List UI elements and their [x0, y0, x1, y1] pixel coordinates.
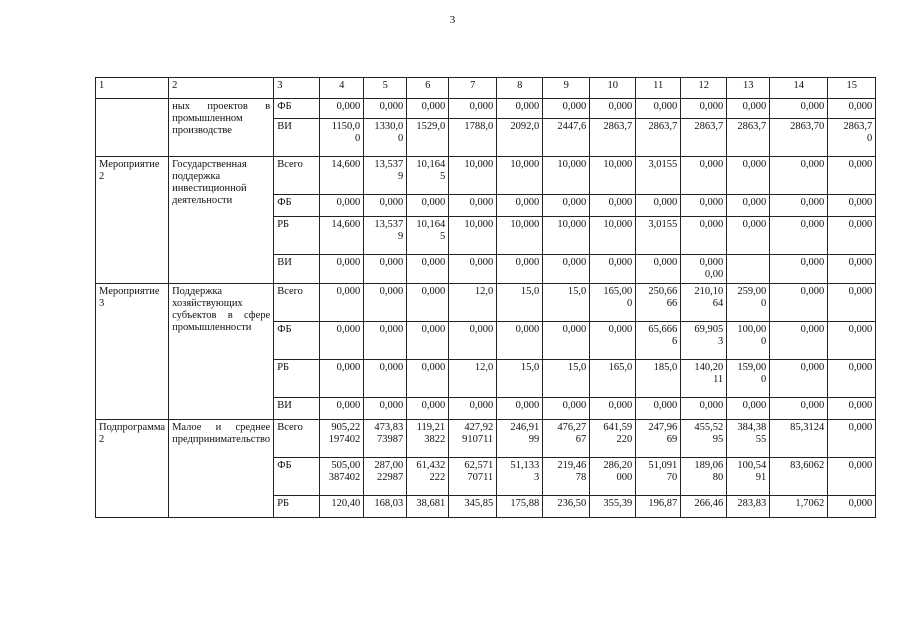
- value-cell: 455,52 95: [681, 420, 727, 458]
- value-cell: 10,164 5: [407, 217, 449, 255]
- value-cell: 2863,7: [727, 119, 770, 157]
- value-cell: 0,000: [364, 360, 407, 398]
- value-cell: 10,164 5: [407, 157, 449, 195]
- table-row: [96, 157, 876, 195]
- value-cell: 0,000: [590, 322, 636, 360]
- value-cell: 0,000: [828, 217, 876, 255]
- value-cell: 0,000: [770, 360, 828, 398]
- value-cell: 0,000: [497, 322, 543, 360]
- value-cell: 0,000: [727, 195, 770, 217]
- value-cell: 0,000: [681, 195, 727, 217]
- value-cell: 189,06 80: [681, 458, 727, 496]
- value-cell: 0,000: [320, 398, 364, 420]
- funding-source-cell: Всего: [274, 420, 320, 458]
- value-cell: 159,00 0: [727, 360, 770, 398]
- value-cell: 51,091 70: [636, 458, 681, 496]
- value-cell: 345,85: [449, 496, 497, 518]
- row-label-cell: [96, 99, 169, 157]
- value-cell: 0,000: [828, 496, 876, 518]
- value-cell: 12,0: [449, 284, 497, 322]
- value-cell: 119,21 3822: [407, 420, 449, 458]
- value-cell: 0,000: [727, 157, 770, 195]
- value-cell: 85,3124: [770, 420, 828, 458]
- value-cell: 0,000: [636, 99, 681, 119]
- value-cell: 0,000: [364, 284, 407, 322]
- value-cell: 15,0: [543, 360, 590, 398]
- value-cell: 0,000: [407, 99, 449, 119]
- funding-source-cell: РБ: [274, 217, 320, 255]
- row-description-cell: Малое и среднее предпринимательство: [169, 420, 274, 518]
- value-cell: 1529,0: [407, 119, 449, 157]
- value-cell: 0,000: [320, 255, 364, 284]
- value-cell: 0,000: [449, 322, 497, 360]
- value-cell: 51,133 3: [497, 458, 543, 496]
- funding-source-cell: ФБ: [274, 458, 320, 496]
- value-cell: 236,50: [543, 496, 590, 518]
- row-label-cell: Мероприятие 2: [96, 157, 169, 284]
- value-cell: 641,59 220: [590, 420, 636, 458]
- value-cell: 61,432 222: [407, 458, 449, 496]
- value-cell: 0,000: [320, 322, 364, 360]
- value-cell: 0,000: [543, 99, 590, 119]
- value-cell: 168,03: [364, 496, 407, 518]
- header-cell: 9: [543, 78, 590, 99]
- value-cell: 287,00 22987: [364, 458, 407, 496]
- value-cell: 0,000: [590, 99, 636, 119]
- value-cell: 165,00 0: [590, 284, 636, 322]
- value-cell: 0,000: [543, 255, 590, 284]
- value-cell: 196,87: [636, 496, 681, 518]
- value-cell: 1788,0: [449, 119, 497, 157]
- page-number: 3: [449, 14, 456, 26]
- value-cell: 15,0: [497, 360, 543, 398]
- value-cell: 210,10 64: [681, 284, 727, 322]
- header-cell: 11: [636, 78, 681, 99]
- value-cell: 14,600: [320, 157, 364, 195]
- header-cell: 2: [169, 78, 274, 99]
- value-cell: 2863,7: [681, 119, 727, 157]
- value-cell: 0,000: [828, 99, 876, 119]
- value-cell: 3,0155: [636, 157, 681, 195]
- value-cell: 15,0: [543, 284, 590, 322]
- value-cell: 0,000: [364, 195, 407, 217]
- value-cell: 13,537 9: [364, 157, 407, 195]
- header-cell: 15: [828, 78, 876, 99]
- funding-source-cell: ВИ: [274, 119, 320, 157]
- value-cell: 0,000: [497, 398, 543, 420]
- header-cell: 8: [497, 78, 543, 99]
- header-cell: 13: [727, 78, 770, 99]
- value-cell: 13,537 9: [364, 217, 407, 255]
- value-cell: 0,000: [497, 255, 543, 284]
- value-cell: 1150,0 0: [320, 119, 364, 157]
- value-cell: 2447,6: [543, 119, 590, 157]
- value-cell: 0,000: [497, 99, 543, 119]
- value-cell: 10,000: [449, 157, 497, 195]
- value-cell: 0,000: [364, 322, 407, 360]
- value-cell: 0,000: [320, 360, 364, 398]
- row-description-cell: ных проектов в промышленном производстве: [169, 99, 274, 157]
- value-cell: 476,27 67: [543, 420, 590, 458]
- value-cell: 0,000: [828, 458, 876, 496]
- row-description-cell: Поддержка хозяйствующих субъектов в сфере промышленности: [169, 284, 274, 420]
- value-cell: 0,000: [770, 398, 828, 420]
- value-cell: 505,00 387402: [320, 458, 364, 496]
- value-cell: 0,000: [407, 322, 449, 360]
- value-cell: 2863,7: [590, 119, 636, 157]
- value-cell: 473,83 73987: [364, 420, 407, 458]
- value-cell: 0,000: [636, 398, 681, 420]
- value-cell: 0,000: [770, 99, 828, 119]
- value-cell: 69,905 3: [681, 322, 727, 360]
- funding-source-cell: ВИ: [274, 398, 320, 420]
- value-cell: 100,00 0: [727, 322, 770, 360]
- value-cell: 10,000: [590, 217, 636, 255]
- value-cell: 0,000: [320, 195, 364, 217]
- header-cell: 4: [320, 78, 364, 99]
- value-cell: 0,000: [364, 255, 407, 284]
- value-cell: 0,000: [590, 255, 636, 284]
- value-cell: 0,000: [636, 195, 681, 217]
- value-cell: 10,000: [497, 157, 543, 195]
- table-row: [96, 284, 876, 322]
- value-cell: 246,91 99: [497, 420, 543, 458]
- value-cell: 0,000: [636, 255, 681, 284]
- funding-source-cell: Всего: [274, 284, 320, 322]
- value-cell: 62,571 70711: [449, 458, 497, 496]
- value-cell: 0,000: [828, 157, 876, 195]
- header-row: [96, 78, 876, 99]
- funding-source-cell: РБ: [274, 496, 320, 518]
- value-cell: 120,40: [320, 496, 364, 518]
- row-description-cell: Государственная поддержка инвестиционной деятельности: [169, 157, 274, 284]
- funding-source-cell: ФБ: [274, 99, 320, 119]
- value-cell: 0,000: [407, 398, 449, 420]
- value-cell: 0,000: [681, 398, 727, 420]
- value-cell: 14,600: [320, 217, 364, 255]
- value-cell: 0,000: [727, 217, 770, 255]
- value-cell: 185,0: [636, 360, 681, 398]
- value-cell: 259,00 0: [727, 284, 770, 322]
- value-cell: 0,000: [770, 322, 828, 360]
- value-cell: 0,000: [590, 195, 636, 217]
- header-cell: 5: [364, 78, 407, 99]
- header-cell: 12: [681, 78, 727, 99]
- value-cell: 0,000: [407, 284, 449, 322]
- value-cell: 0,000: [770, 157, 828, 195]
- value-cell: 15,0: [497, 284, 543, 322]
- funding-source-cell: Всего: [274, 157, 320, 195]
- value-cell: 0,000: [681, 157, 727, 195]
- value-cell: 3,0155: [636, 217, 681, 255]
- value-cell: 2863,7 0: [828, 119, 876, 157]
- value-cell: 0,000: [828, 420, 876, 458]
- table-row: [96, 99, 876, 119]
- value-cell: 219,46 78: [543, 458, 590, 496]
- value-cell: 0,000: [828, 255, 876, 284]
- row-label-cell: Мероприятие 3: [96, 284, 169, 420]
- value-cell: 10,000: [543, 157, 590, 195]
- value-cell: 2863,7: [636, 119, 681, 157]
- value-cell: 905,22 197402: [320, 420, 364, 458]
- header-cell: 3: [274, 78, 320, 99]
- value-cell: 250,66 66: [636, 284, 681, 322]
- value-cell: 10,000: [497, 217, 543, 255]
- value-cell: 286,20 000: [590, 458, 636, 496]
- budget-table: [95, 77, 876, 518]
- value-cell: 1330,0 0: [364, 119, 407, 157]
- value-cell: 2092,0: [497, 119, 543, 157]
- header-cell: 14: [770, 78, 828, 99]
- value-cell: 38,681: [407, 496, 449, 518]
- value-cell: 0,000: [828, 284, 876, 322]
- value-cell: 65,666 6: [636, 322, 681, 360]
- value-cell: 0,000: [727, 398, 770, 420]
- value-cell: 0,000: [364, 99, 407, 119]
- value-cell: 10,000: [590, 157, 636, 195]
- value-cell: 283,83: [727, 496, 770, 518]
- header-cell: 10: [590, 78, 636, 99]
- value-cell: 0,000: [407, 360, 449, 398]
- value-cell: 0,000: [449, 398, 497, 420]
- value-cell: 0,000: [828, 195, 876, 217]
- value-cell: 175,88: [497, 496, 543, 518]
- value-cell: 0,000: [449, 255, 497, 284]
- funding-source-cell: ФБ: [274, 195, 320, 217]
- value-cell: 0,000: [828, 360, 876, 398]
- value-cell: 0,000: [770, 255, 828, 284]
- value-cell: 12,0: [449, 360, 497, 398]
- value-cell: 0,000: [320, 284, 364, 322]
- value-cell: 140,20 11: [681, 360, 727, 398]
- value-cell: 266,46: [681, 496, 727, 518]
- value-cell: 355,39: [590, 496, 636, 518]
- value-cell: 100,54 91: [727, 458, 770, 496]
- value-cell: 0,000: [320, 99, 364, 119]
- value-cell: 0,000: [543, 322, 590, 360]
- header-cell: 6: [407, 78, 449, 99]
- value-cell: 0,000: [590, 398, 636, 420]
- value-cell: 2863,70: [770, 119, 828, 157]
- value-cell: 10,000: [543, 217, 590, 255]
- value-cell: 0,000: [497, 195, 543, 217]
- value-cell: 0,000: [681, 99, 727, 119]
- table-row: [96, 420, 876, 458]
- value-cell: 83,6062: [770, 458, 828, 496]
- value-cell: 0,000: [449, 99, 497, 119]
- funding-source-cell: ВИ: [274, 255, 320, 284]
- value-cell: 0,000: [364, 398, 407, 420]
- value-cell: 384,38 55: [727, 420, 770, 458]
- value-cell: 1,7062: [770, 496, 828, 518]
- funding-source-cell: РБ: [274, 360, 320, 398]
- value-cell: [727, 255, 770, 284]
- value-cell: 0,000: [543, 195, 590, 217]
- value-cell: 165,0: [590, 360, 636, 398]
- value-cell: 0,000: [407, 195, 449, 217]
- value-cell: 0,000: [770, 284, 828, 322]
- value-cell: 0,000: [543, 398, 590, 420]
- value-cell: 427,92 910711: [449, 420, 497, 458]
- value-cell: 0,000: [770, 217, 828, 255]
- header-cell: 7: [449, 78, 497, 99]
- value-cell: 247,96 69: [636, 420, 681, 458]
- header-cell: 1: [96, 78, 169, 99]
- value-cell: 0,000: [727, 99, 770, 119]
- value-cell: 0,000 0,00: [681, 255, 727, 284]
- value-cell: 0,000: [681, 217, 727, 255]
- value-cell: 0,000: [828, 398, 876, 420]
- value-cell: 0,000: [770, 195, 828, 217]
- value-cell: 0,000: [407, 255, 449, 284]
- funding-source-cell: ФБ: [274, 322, 320, 360]
- value-cell: 0,000: [449, 195, 497, 217]
- row-label-cell: Подпрограмма 2: [96, 420, 169, 518]
- value-cell: 10,000: [449, 217, 497, 255]
- value-cell: 0,000: [828, 322, 876, 360]
